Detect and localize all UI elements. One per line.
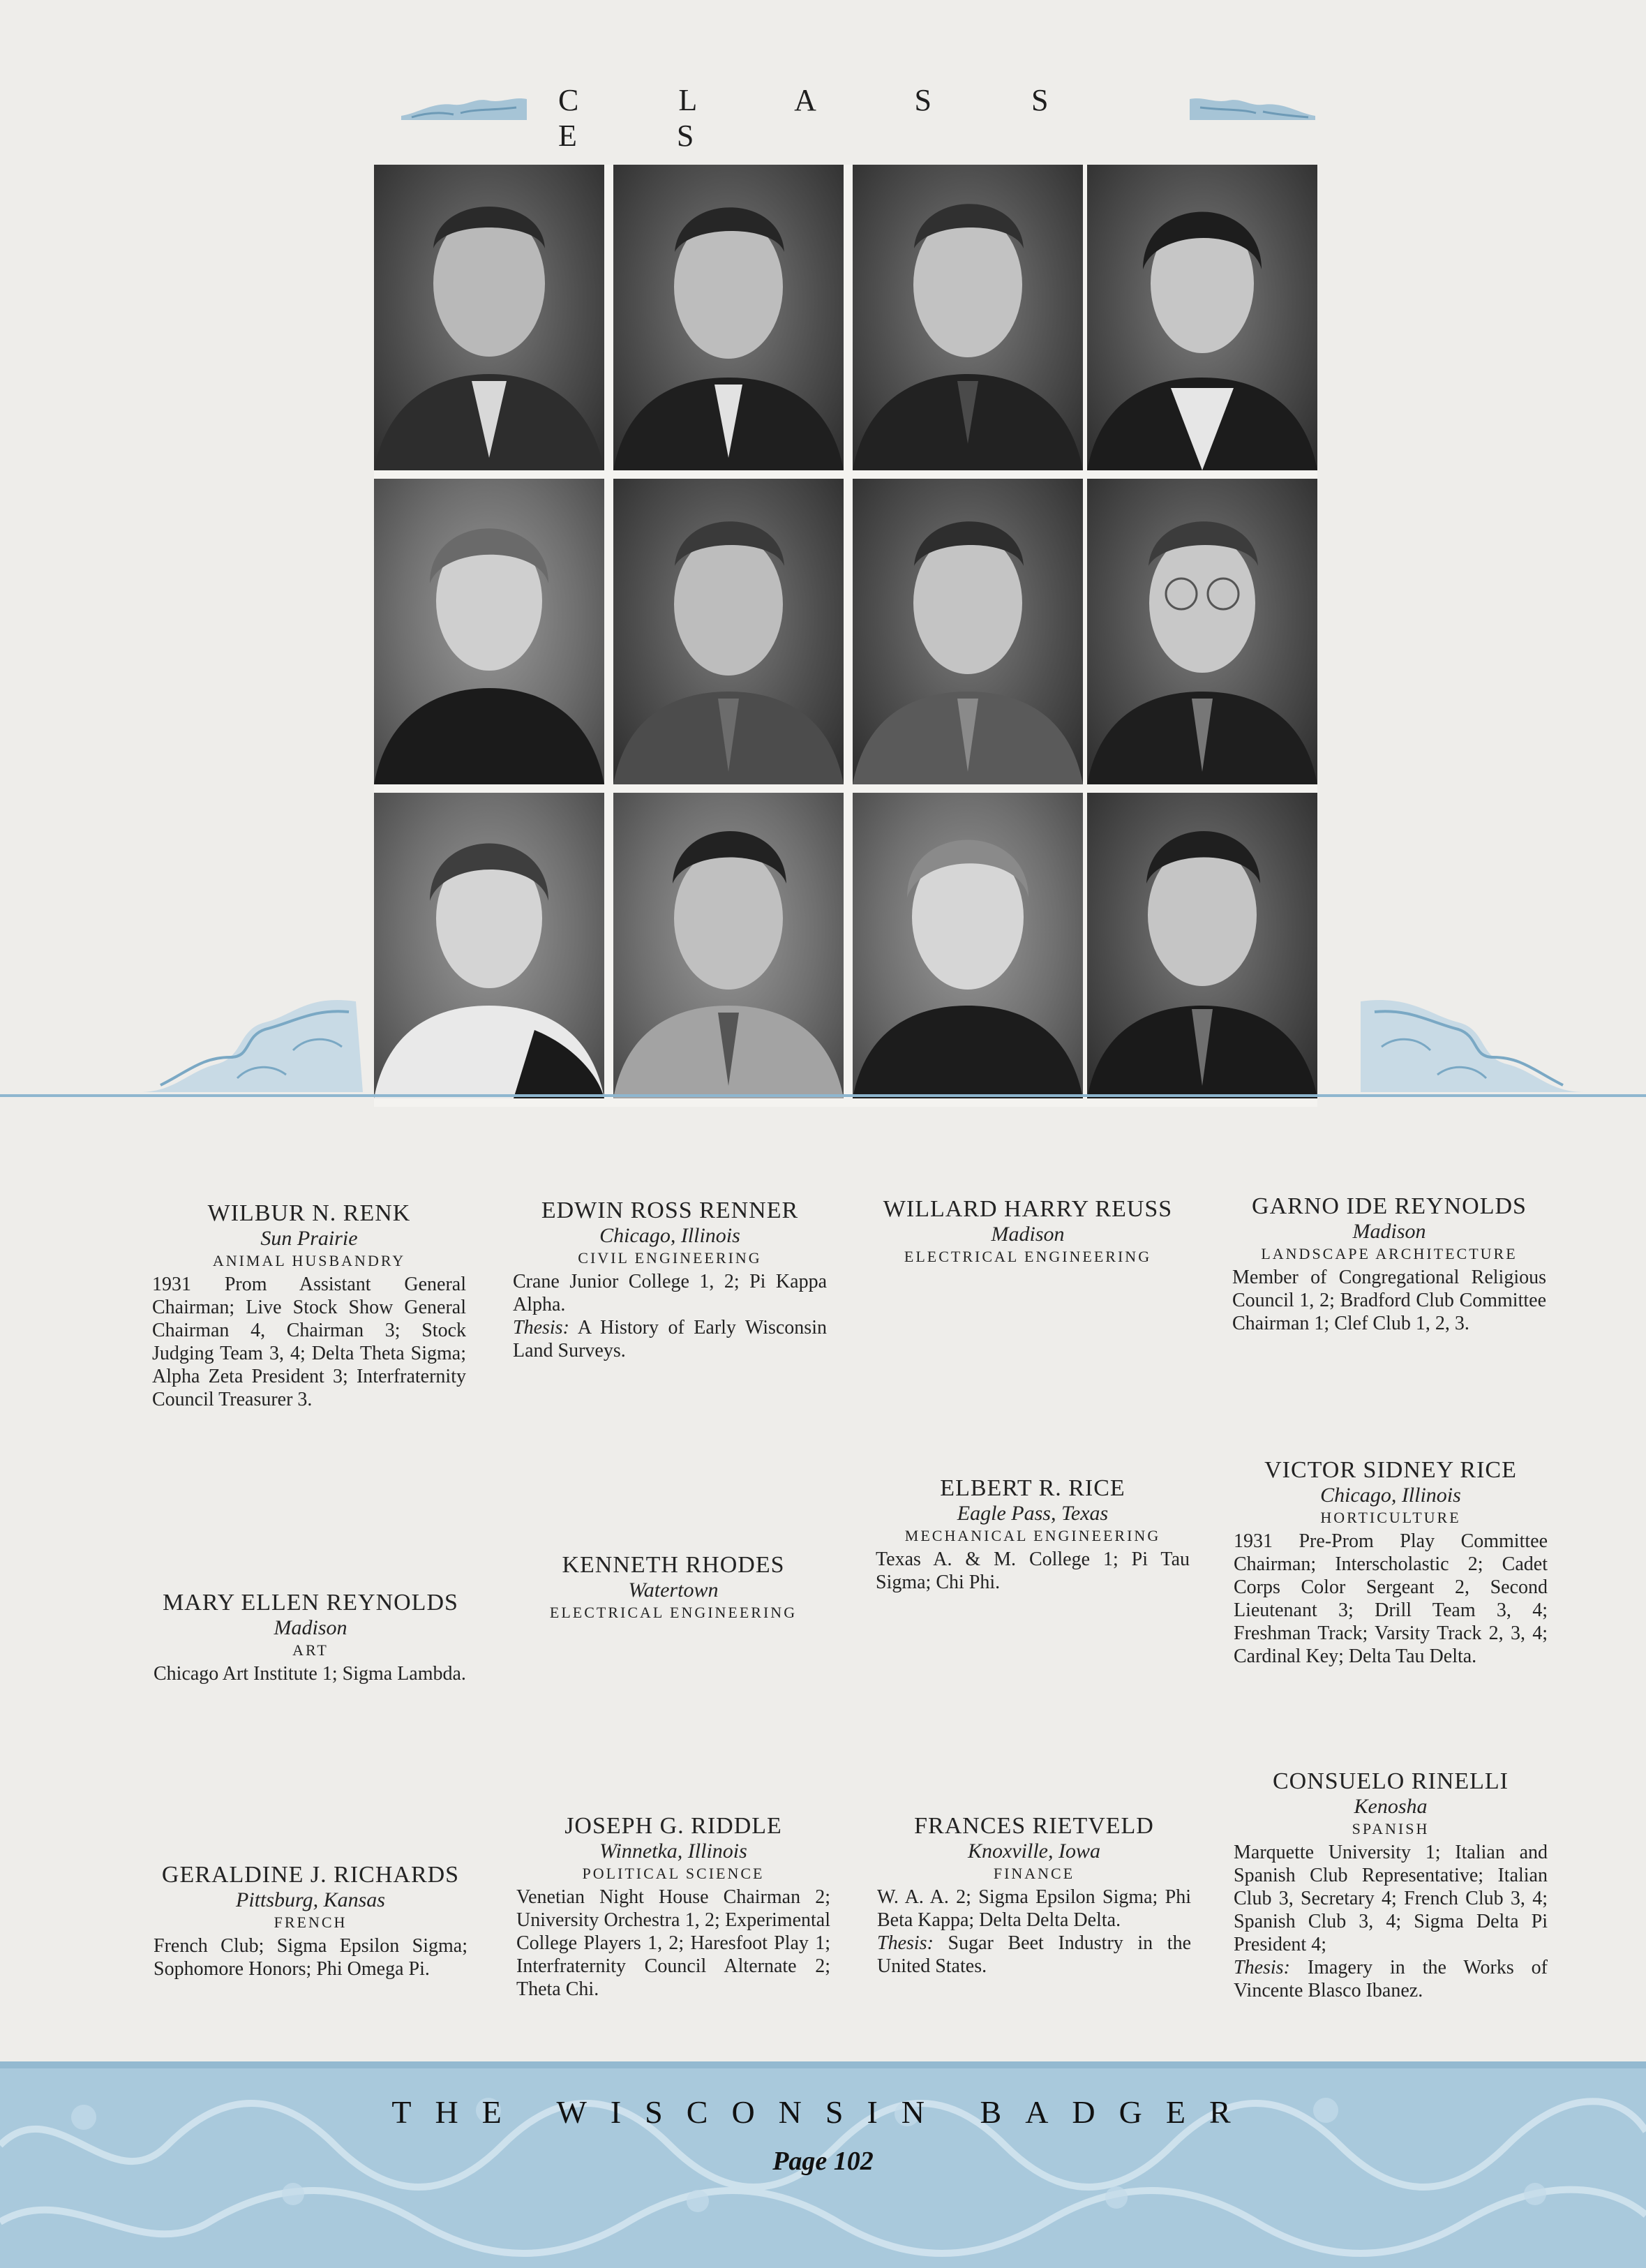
- student-activities: W. A. A. 2; Sigma Epsilon Sigma; Phi Beta Kappa; Delta Delta Delta.: [877, 1886, 1191, 1931]
- portrait-grid: [374, 165, 1317, 1107]
- student-name: GARNO IDE REYNOLDS: [1252, 1193, 1527, 1219]
- portrait-photo: [1087, 165, 1317, 470]
- portrait-photo: [613, 165, 844, 470]
- student-department: LANDSCAPE ARCHITECTURE: [1261, 1245, 1518, 1262]
- portrait-photo: [374, 793, 604, 1098]
- student-hometown: Madison: [991, 1223, 1065, 1246]
- portrait-photo: [853, 479, 1083, 784]
- student-activities: Venetian Night House Chairman 2; University Orchestra 1, 2; Experimental College Players 1, 2; Haresfoot Play 1; Interfraternity Council Alternate 2; Theta Chi.: [516, 1886, 830, 2000]
- student-hometown: Sun Prairie: [260, 1227, 358, 1250]
- student-entry: [1234, 1457, 1548, 1668]
- thesis-label: Thesis:: [1234, 1957, 1290, 1978]
- student-hometown: Watertown: [628, 1579, 719, 1602]
- student-name: WILBUR N. RENK: [207, 1200, 411, 1226]
- student-department: SPANISH: [1352, 1820, 1430, 1837]
- student-department: FRENCH: [274, 1913, 347, 1931]
- student-entry: [152, 1200, 466, 1411]
- student-department: HORTICULTURE: [1320, 1509, 1461, 1526]
- student-hometown: Chicago, Illinois: [1320, 1484, 1461, 1507]
- student-department: ART: [292, 1641, 329, 1659]
- student-entry: [1232, 1193, 1546, 1335]
- student-name: CONSUELO RINELLI: [1272, 1768, 1509, 1794]
- student-hometown: Kenosha: [1354, 1795, 1428, 1818]
- student-entry: [154, 1590, 467, 1685]
- student-entry: [876, 1475, 1190, 1594]
- portrait-photo: [853, 793, 1083, 1098]
- student-name: ELBERT R. RICE: [940, 1475, 1125, 1501]
- student-thesis: [877, 1932, 1191, 1978]
- student-department: ELECTRICAL ENGINEERING: [549, 1604, 798, 1621]
- student-activities: Marquette University 1; Italian and Spanish Club Representative; Italian Club 3, Secretary 4; French Club 3, 4; Spanish Club 3, 4; Sigma Delta Pi President 4;: [1234, 1842, 1548, 1955]
- student-name: VICTOR SIDNEY RICE: [1264, 1457, 1517, 1483]
- portrait-photo: [613, 479, 844, 784]
- portrait-photo: [613, 793, 844, 1098]
- scroll-ornament-left-icon: [133, 987, 370, 1099]
- header-ornament-right-icon: [1186, 92, 1319, 126]
- student-activities: French Club; Sigma Epsilon Sigma; Sophomore Honors; Phi Omega Pi.: [154, 1935, 467, 1980]
- student-name: FRANCES RIETVELD: [914, 1813, 1154, 1839]
- student-name: WILLARD HARRY REUSS: [883, 1196, 1173, 1222]
- student-department: POLITICAL SCIENCE: [582, 1865, 765, 1882]
- thesis-label: Thesis:: [513, 1317, 569, 1338]
- divider-rule: [0, 1094, 1646, 1097]
- student-entry: [1234, 1768, 1548, 2002]
- thesis-label: Thesis:: [877, 1932, 934, 1954]
- scroll-ornament-right-icon: [1354, 987, 1591, 1099]
- thesis-title: Sugar Beet Industry in the United States.: [877, 1932, 1192, 1977]
- page-number: Page 102: [772, 2147, 874, 2176]
- student-department: ELECTRICAL ENGINEERING: [904, 1248, 1152, 1265]
- student-activities: Member of Congregational Religious Council 1, 2; Bradford Club Committee Chairman 1; Clef Club 1, 2, 3.: [1232, 1267, 1546, 1334]
- student-activities: Crane Junior College 1, 2; Pi Kappa Alpha.: [513, 1271, 827, 1315]
- portrait-photo: [853, 165, 1083, 470]
- student-department: ANIMAL HUSBANDRY: [212, 1252, 406, 1269]
- student-hometown: Knoxville, Iowa: [968, 1840, 1100, 1863]
- student-department: CIVIL ENGINEERING: [578, 1249, 762, 1267]
- student-activities: 1931 Prom Assistant General Chairman; Live Stock Show General Chairman 4, Chairman 3; Stock Judging Team 3, 4; Delta Theta Sigma; Alpha Zeta President 3; Interfraternity Council Treasurer 3.: [152, 1274, 466, 1410]
- student-thesis: [513, 1316, 827, 1362]
- student-hometown: Winnetka, Illinois: [599, 1840, 747, 1863]
- student-activities: Texas A. & M. College 1; Pi Tau Sigma; Chi Phi.: [876, 1549, 1190, 1593]
- student-hometown: Pittsburg, Kansas: [236, 1888, 385, 1911]
- student-name: EDWIN ROSS RENNER: [541, 1198, 799, 1223]
- page-section-title: C L A S S E S: [558, 83, 1095, 153]
- student-name: GERALDINE J. RICHARDS: [161, 1862, 460, 1888]
- student-name: MARY ELLEN REYNOLDS: [163, 1590, 458, 1616]
- student-name: JOSEPH G. RIDDLE: [564, 1813, 782, 1839]
- student-entry: [513, 1198, 827, 1362]
- student-hometown: Chicago, Illinois: [599, 1224, 740, 1247]
- student-department: FINANCE: [993, 1865, 1075, 1882]
- student-thesis: [1234, 1956, 1548, 2002]
- student-hometown: Madison: [274, 1616, 347, 1639]
- student-hometown: Madison: [1352, 1220, 1426, 1243]
- student-entry: [516, 1813, 830, 2001]
- portrait-photo: [374, 165, 604, 470]
- header-ornament-left-icon: [398, 92, 530, 126]
- thesis-title: Imagery in the Works of Vincente Blasco Ibanez.: [1234, 1957, 1548, 2001]
- portrait-photo: [1087, 793, 1317, 1098]
- student-name: KENNETH RHODES: [562, 1552, 785, 1578]
- student-activities: Chicago Art Institute 1; Sigma Lambda.: [154, 1663, 466, 1685]
- publication-title: THE WISCONSIN BADGER: [391, 2094, 1255, 2130]
- student-activities: 1931 Pre-Prom Play Committee Chairman; Interscholastic 2; Cadet Corps Color Sergeant 2, Second Lieutenant 3; Drill Team 3, 4; Freshman Track; Varsity Track 2, 3, 4; Cardinal Key; Delta Tau Delta.: [1234, 1530, 1548, 1667]
- student-hometown: Eagle Pass, Texas: [957, 1502, 1109, 1525]
- student-entry: [516, 1552, 830, 1623]
- portrait-photo: [374, 479, 604, 784]
- thesis-title: A History of Early Wisconsin Land Surveys.: [513, 1317, 827, 1361]
- student-entry: [877, 1813, 1191, 1978]
- student-department: MECHANICAL ENGINEERING: [904, 1527, 1161, 1544]
- student-entry: [871, 1196, 1185, 1267]
- portrait-photo: [1087, 479, 1317, 784]
- student-entry: [154, 1862, 467, 1980]
